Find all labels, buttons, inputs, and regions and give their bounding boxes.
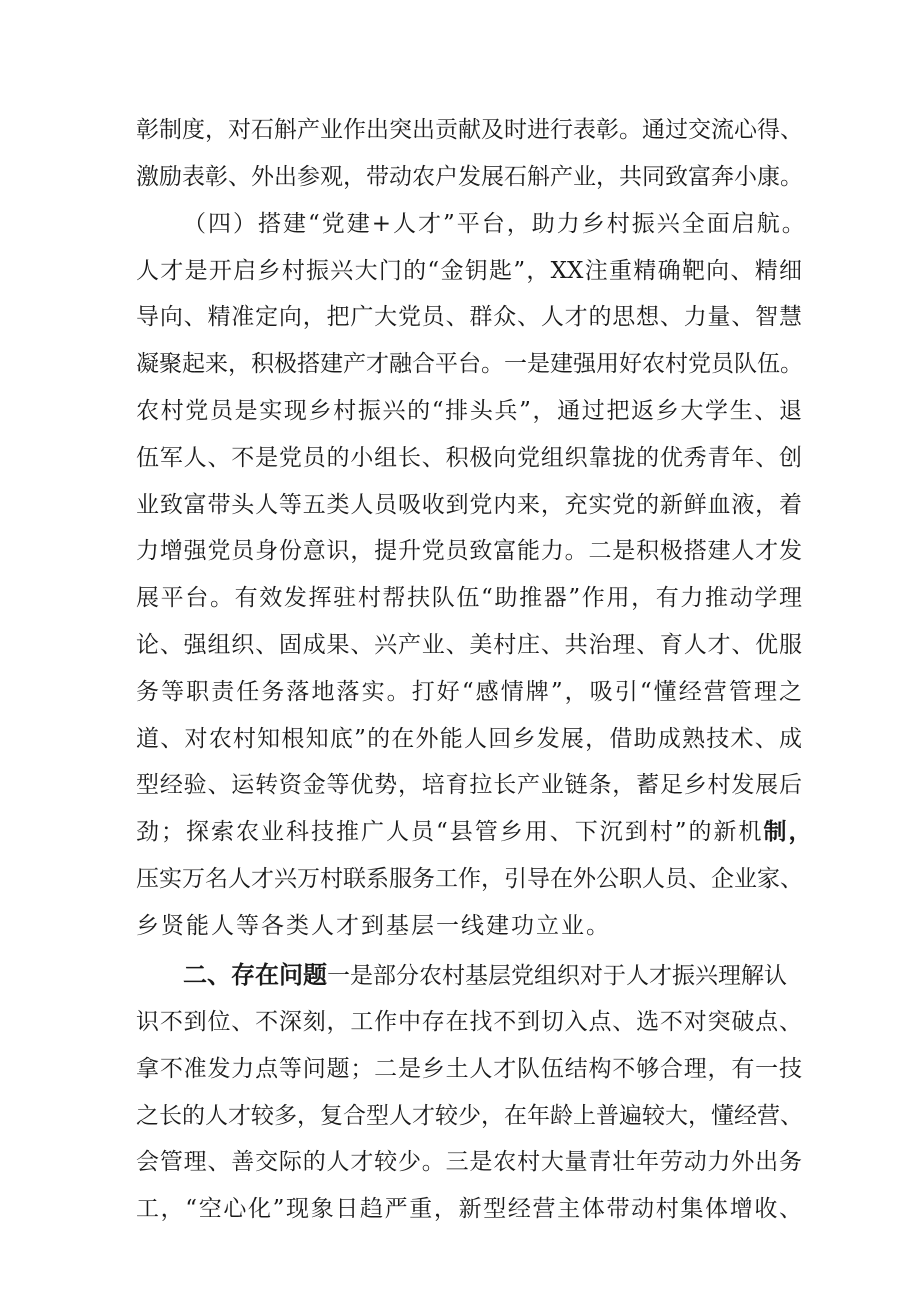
text-line: 型经验、运转资金等优势，培育拉长产业链条，蓄足乡村发展后 [136, 772, 802, 798]
text-line [136, 814, 814, 850]
text-line: 导向、精准定向，把广大党员、群众、人才的思想、力量、智慧 [136, 304, 802, 330]
text-line: 之长的人才较多，复合型人才较少，在年龄上普遍较大，懂经营、 [136, 1103, 803, 1129]
text-line: 压实万名人才兴万村联系服务工作，引导在外公职人员、企业家、 [136, 866, 803, 892]
text-line: 拿不准发力点等问题；二是乡土人才队伍结构不够合理，有一技 [136, 1056, 802, 1082]
text-line: 工，“空心化”现象日趋严重，新型经营主体带动村集体增收、 [136, 1196, 802, 1222]
text-line: 农村党员是实现乡村振兴的“排头兵”，通过把返乡大学生、退 [136, 398, 802, 424]
text-line: 激励表彰、外出参观，带动农户发展石斛产业，共同致富奔小康。 [136, 164, 803, 190]
text-line: 凝聚起来，积极搭建产才融合平台。一是建强用好农村党员队伍。 [136, 351, 803, 377]
text-line: 力增强党员身份意识，提升党员致富能力。二是积极搭建人才发 [136, 538, 802, 564]
text-line: 业致富带头人等五类人员吸收到党内来，充实党的新鲜血液，着 [136, 492, 802, 518]
section-heading: 二、存在问题 [183, 961, 327, 989]
text-line-bold-tail: 制， [763, 818, 814, 845]
text-line-main: 劲；探索农业科技推广人员“县管乡用、下沉到村”的新机 [136, 819, 764, 845]
text-line: 彰制度，对石斛产业作出突出贡献及时进行表彰。通过交流心得、 [136, 117, 803, 143]
text-line: 识不到位、不深刻，工作中存在找不到切入点、选不对突破点、 [136, 1009, 802, 1035]
text-line: 论、强组织、固成果、兴产业、美村庄、共治理、育人才、优服 [136, 632, 802, 658]
text-line: 乡贤能人等各类人才到基层一线建功立业。 [136, 913, 611, 939]
text-line: 道、对农村知根知底”的在外能人回乡发展，借助成熟技术、成 [136, 726, 802, 752]
text-line: 伍军人、不是党员的小组长、积极向党组织靠拢的优秀青年、创 [136, 445, 802, 471]
section-text: 一是部分农村基层党组织对于人才振兴理解认 [327, 963, 787, 989]
text-line: 人才是开启乡村振兴大门的“金钥匙”，XX注重精确靶向、精细 [136, 258, 802, 284]
text-line: 务等职责任务落地落实。打好“感情牌”，吸引“懂经营管理之 [136, 679, 802, 705]
section-line [183, 957, 802, 994]
subsection-heading: （四）搭建“党建+人才”平台，助力乡村振兴全面启航。 [183, 211, 807, 237]
text-line: 展平台。有效发挥驻村帮扶队伍“助推器”作用，有力推动学理 [136, 585, 802, 611]
text-line: 会管理、善交际的人才较少。三是农村大量青壮年劳动力外出务 [136, 1149, 802, 1175]
